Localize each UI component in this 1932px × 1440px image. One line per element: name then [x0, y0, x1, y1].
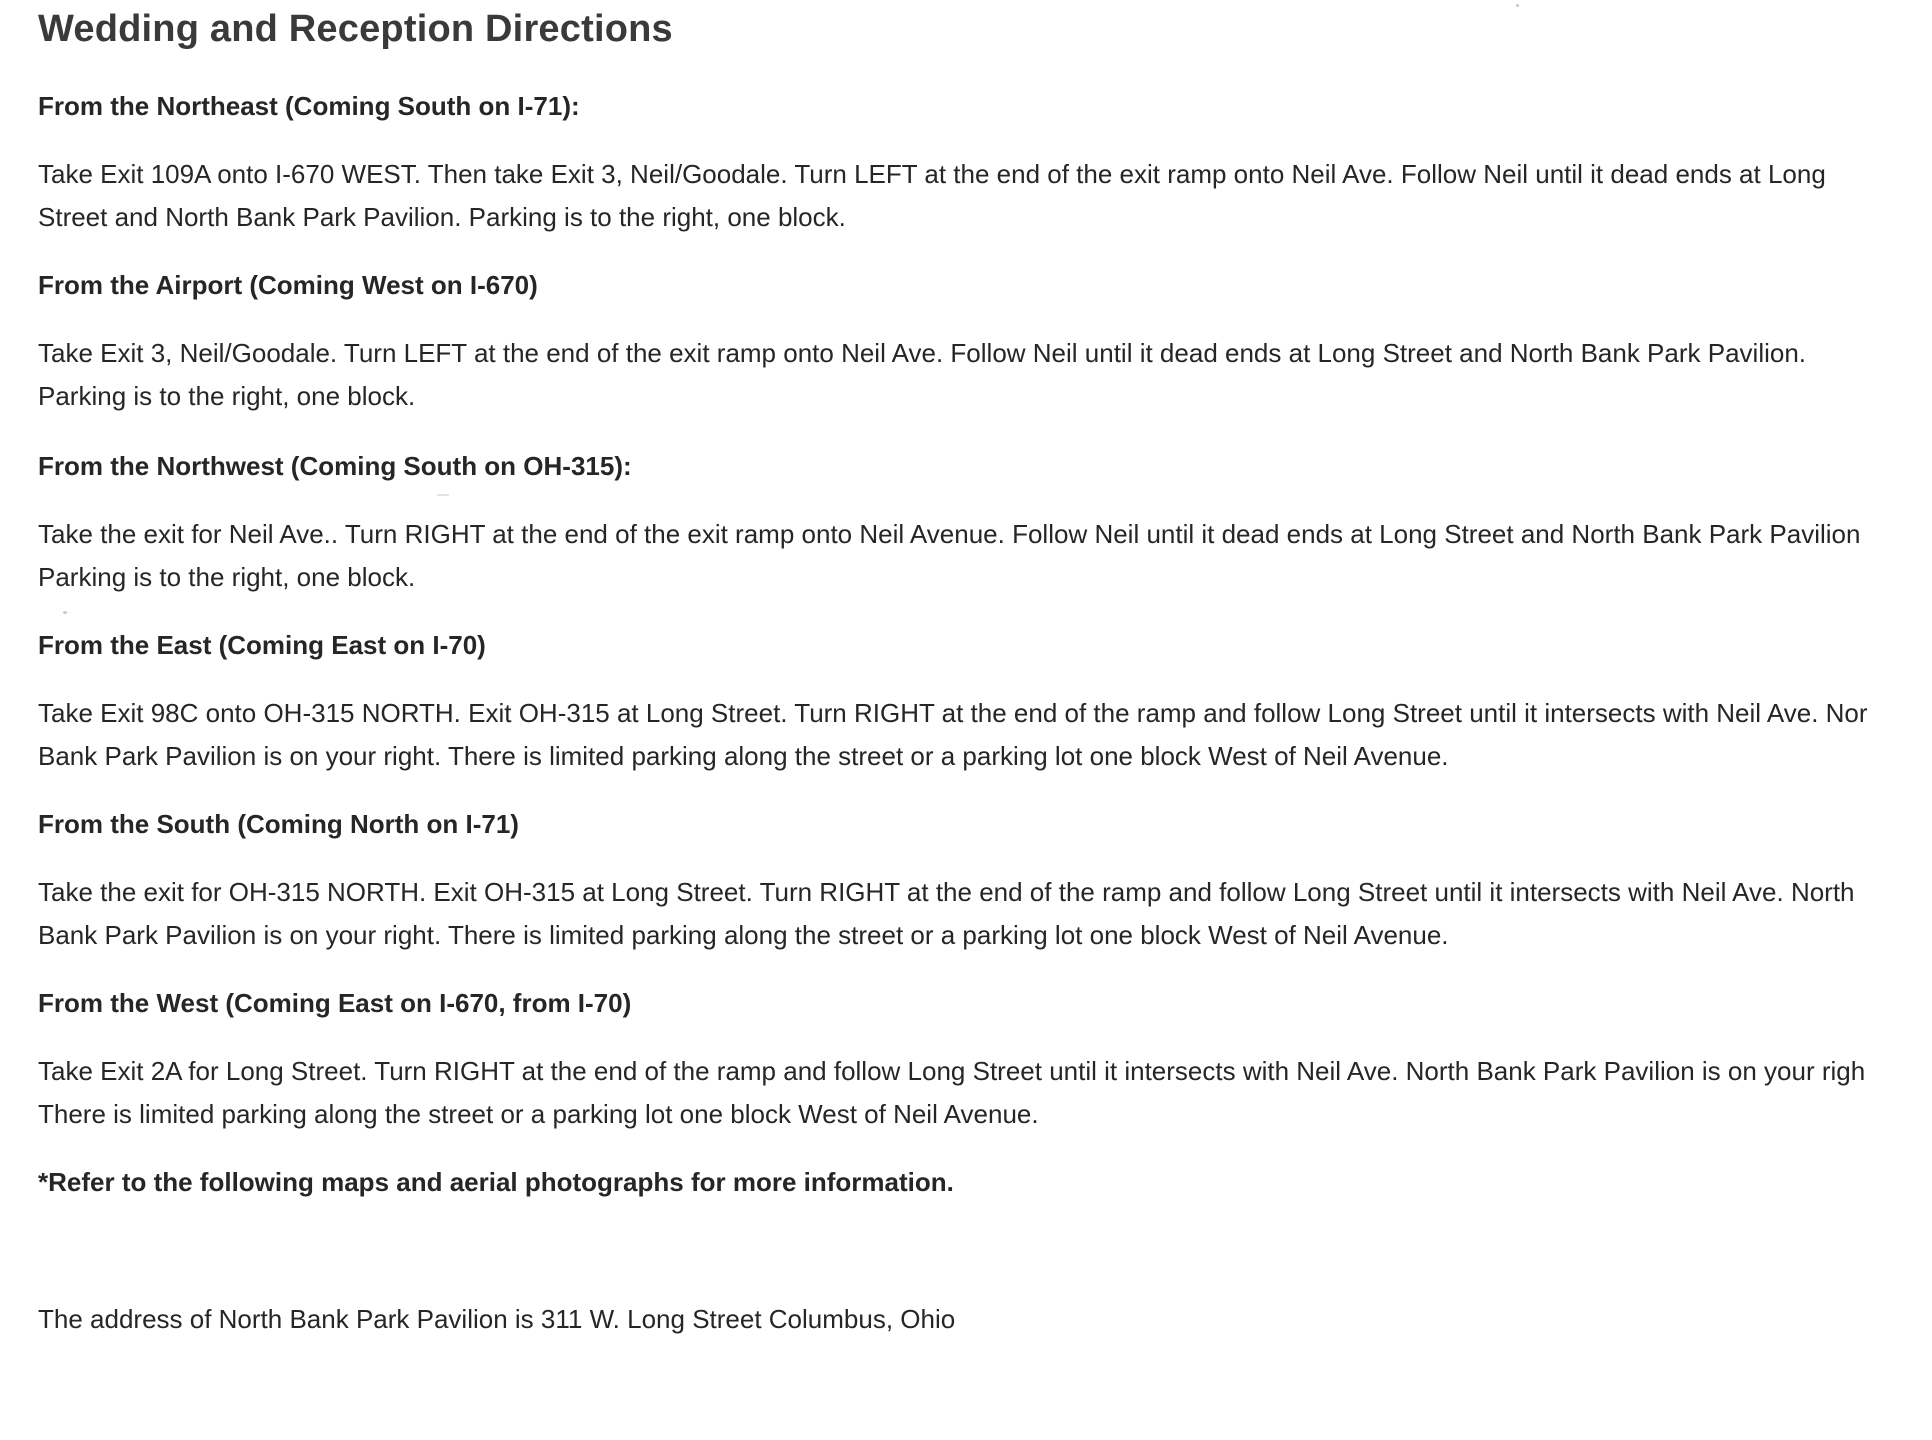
section-heading-west: From the West (Coming East on I-670, from I-70) [38, 988, 632, 1018]
scan-speck [437, 494, 449, 496]
text-line: Parking is to the right, one block. [38, 381, 416, 411]
section-heading-east: From the East (Coming East on I-70) [38, 630, 486, 660]
section-heading-northwest: From the Northwest (Coming South on OH-315): [38, 451, 632, 481]
scan-speck [1516, 4, 1519, 7]
section-heading-northeast: From the Northeast (Coming South on I-71): [38, 91, 580, 121]
reference-note: *Refer to the following maps and aerial photographs for more information. [38, 1167, 954, 1197]
text-line: Take Exit 2A for Long Street. Turn RIGHT at the end of the ramp and follow Long Street until it intersects with Neil Ave. North Bank Park Pavilion is on your righ [38, 1056, 1866, 1086]
section-text-south [38, 871, 1855, 957]
text-line: Bank Park Pavilion is on your right. There is limited parking along the street or a parking lot one block West of Neil Avenue. [38, 741, 1449, 771]
venue-address: The address of North Bank Park Pavilion is 311 W. Long Street Columbus, Ohio [38, 1304, 956, 1334]
section-heading-south: From the South (Coming North on I-71) [38, 809, 519, 839]
section-text-west [38, 1050, 1865, 1136]
section-heading-airport: From the Airport (Coming West on I-670) [38, 270, 538, 300]
page-title: Wedding and Reception Directions [38, 8, 673, 50]
section-text-airport [38, 332, 1806, 418]
text-line: Street and North Bank Park Pavilion. Parking is to the right, one block. [38, 202, 846, 232]
section-text-northwest [38, 513, 1860, 599]
text-line: Take Exit 98C onto OH-315 NORTH. Exit OH-315 at Long Street. Turn RIGHT at the end of the ramp and follow Long Street until it intersects with Neil Ave. Nor [38, 698, 1868, 728]
text-line: Take Exit 109A onto I-670 WEST. Then take Exit 3, Neil/Goodale. Turn LEFT at the end of the exit ramp onto Neil Ave. Follow Neil until it dead ends at Long [38, 159, 1826, 189]
text-line: There is limited parking along the street or a parking lot one block West of Neil Avenue. [38, 1099, 1039, 1129]
text-line: Take the exit for OH-315 NORTH. Exit OH-315 at Long Street. Turn RIGHT at the end of the ramp and follow Long Street until it intersects with Neil Ave. North [38, 877, 1855, 907]
text-line: Parking is to the right, one block. [38, 562, 416, 592]
section-text-east [38, 692, 1868, 778]
section-text-northeast [38, 153, 1826, 239]
text-line: Take Exit 3, Neil/Goodale. Turn LEFT at the end of the exit ramp onto Neil Ave. Follow Neil until it dead ends at Long Street and North Bank Park Pavilion. [38, 338, 1807, 368]
scan-speck [63, 611, 67, 614]
text-line: Take the exit for Neil Ave.. Turn RIGHT at the end of the exit ramp onto Neil Avenue. Follow Neil until it dead ends at Long Street and North Bank Park Pavilion [38, 519, 1861, 549]
text-line: Bank Park Pavilion is on your right. There is limited parking along the street or a parking lot one block West of Neil Avenue. [38, 920, 1449, 950]
